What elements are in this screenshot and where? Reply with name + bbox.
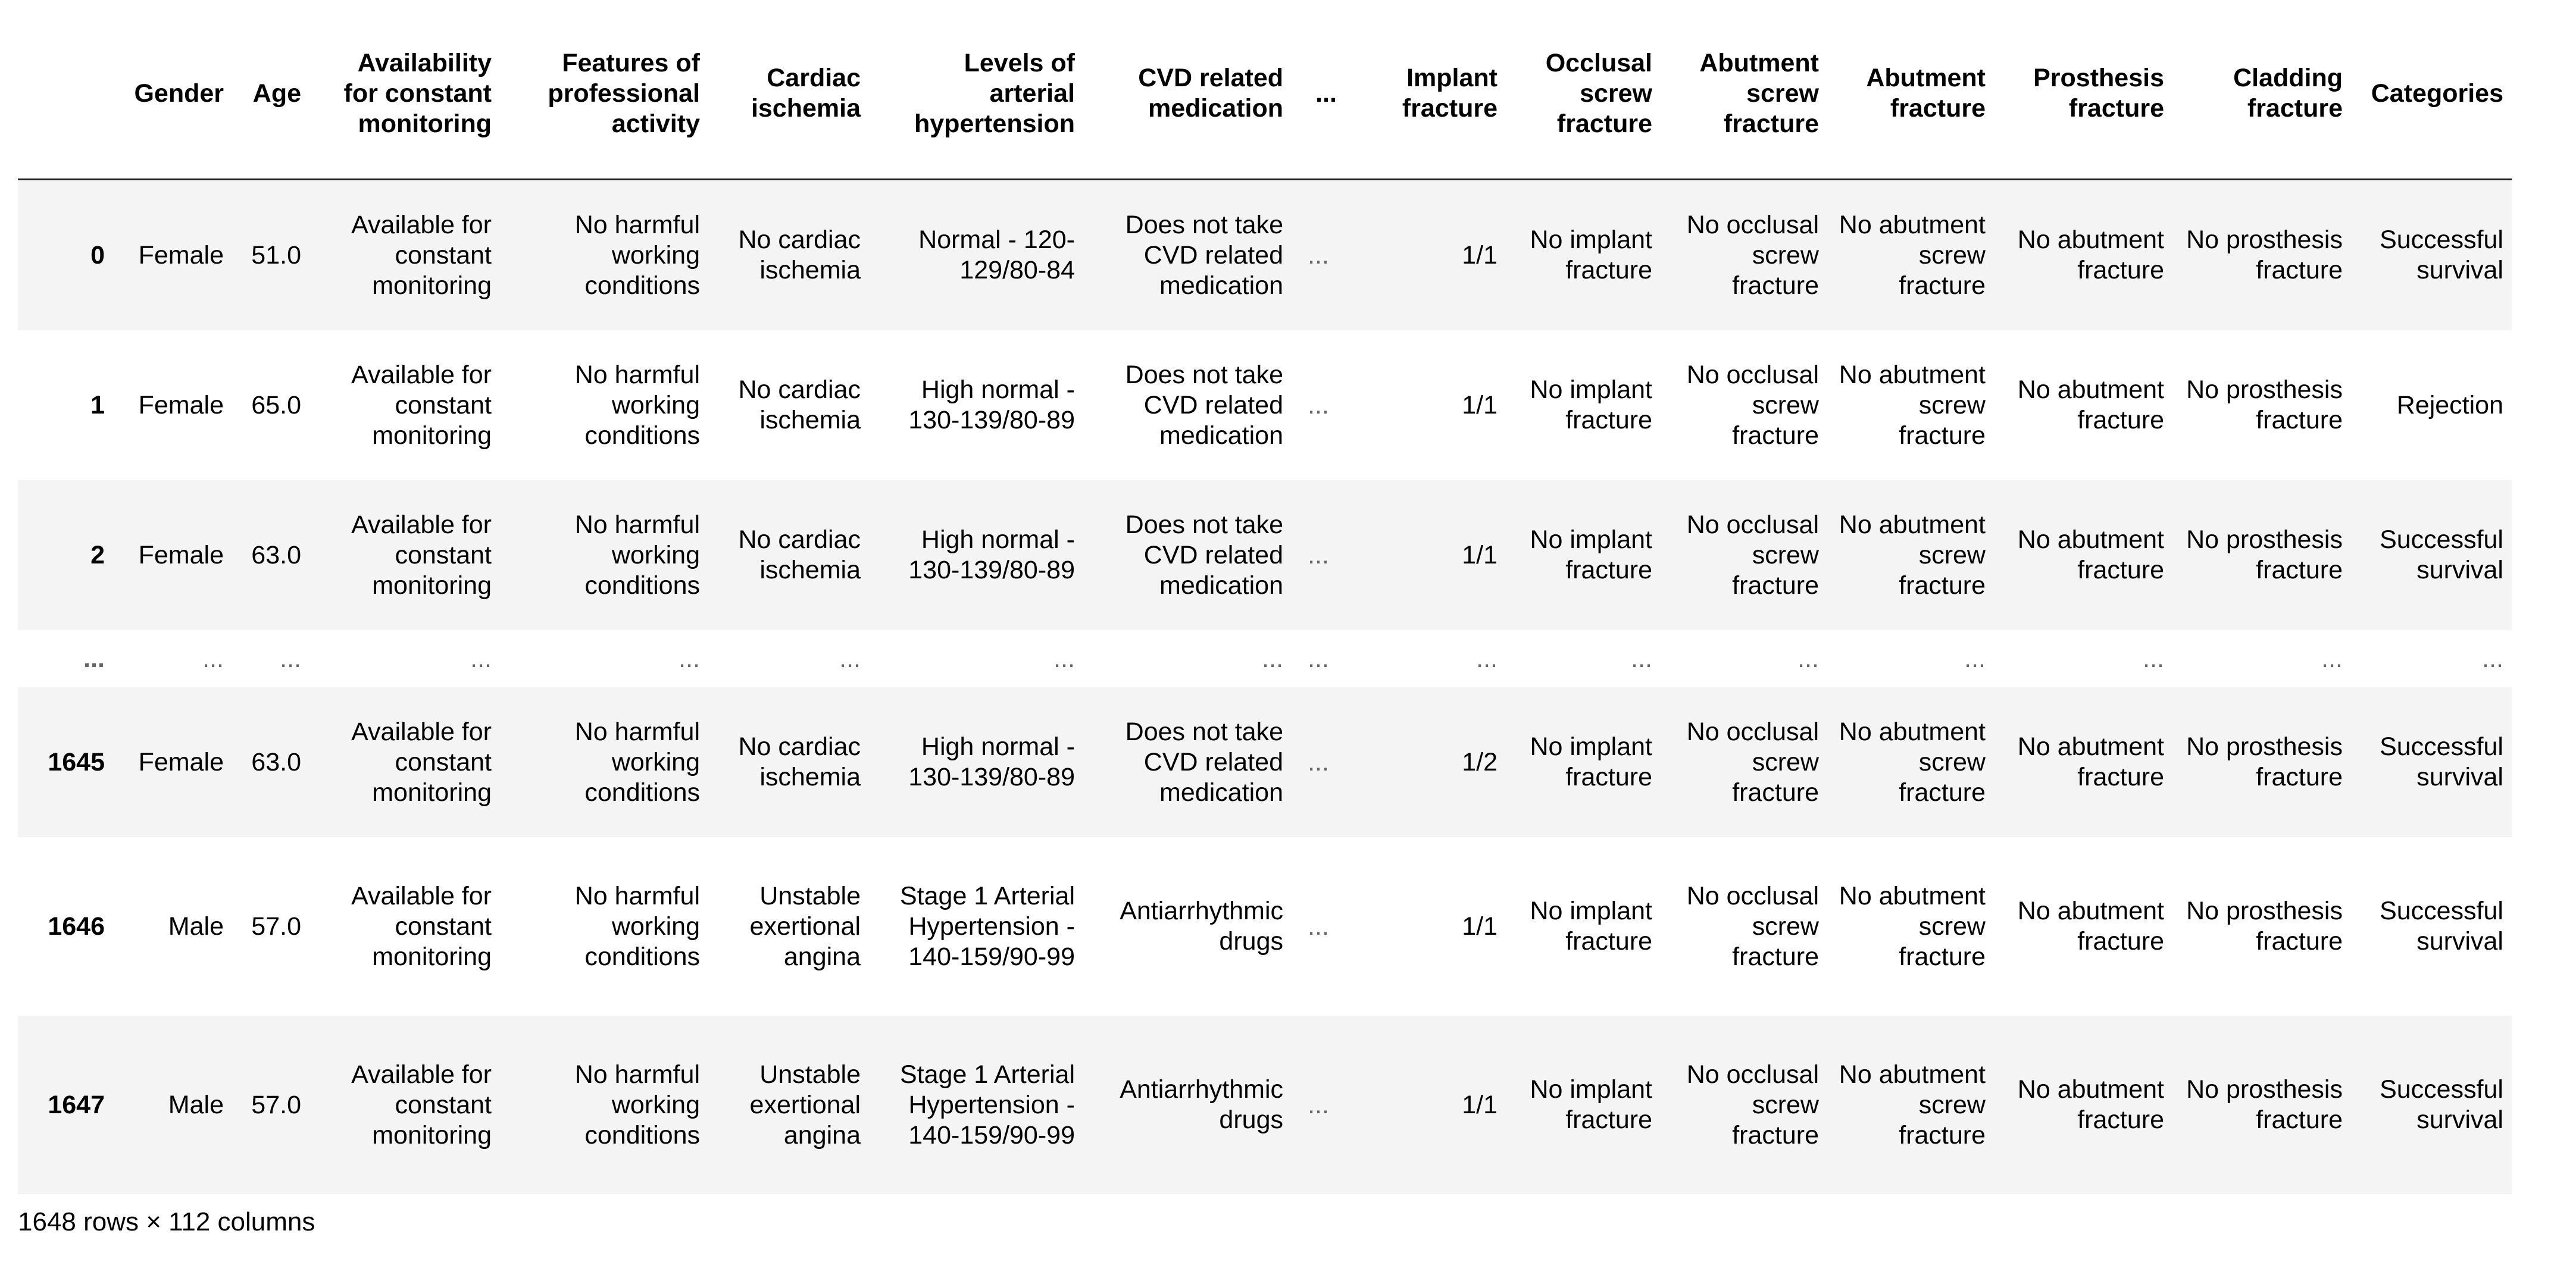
table-cell: ... bbox=[1506, 630, 1661, 687]
table-cell: Does not take CVD related medication bbox=[1083, 330, 1292, 480]
column-header-abutment-fracture: Abutment fracture bbox=[1827, 8, 1994, 180]
table-cell: No harmful working conditions bbox=[500, 180, 708, 331]
table-cell: No cardiac ischemia bbox=[708, 180, 869, 331]
table-cell: No prosthesis fracture bbox=[2172, 330, 2351, 480]
table-cell: No harmful working conditions bbox=[500, 330, 708, 480]
table-cell: No abutment fracture bbox=[1994, 1016, 2172, 1194]
column-header-abutment-screw-fracture: Abutment screw fracture bbox=[1661, 8, 1827, 180]
table-cell-ellipsis: ... bbox=[1292, 180, 1345, 331]
table-row bbox=[18, 687, 2512, 837]
table-cell: 57.0 bbox=[232, 837, 310, 1016]
table-cell: No occlusal screw fracture bbox=[1661, 330, 1827, 480]
table-cell: Successful survival bbox=[2351, 1016, 2512, 1194]
table-cell: ... bbox=[1083, 630, 1292, 687]
table-cell-ellipsis: ... bbox=[1292, 330, 1345, 480]
table-cell: No abutment screw fracture bbox=[1827, 330, 1994, 480]
table-cell: No abutment screw fracture bbox=[1827, 1016, 1994, 1194]
table-cell: Female bbox=[113, 480, 232, 630]
table-cell: Rejection bbox=[2351, 330, 2512, 480]
table-cell-ellipsis: ... bbox=[1292, 630, 1345, 687]
table-cell: ... bbox=[1994, 630, 2172, 687]
table-cell: No implant fracture bbox=[1506, 1016, 1661, 1194]
row-index: 1 bbox=[18, 330, 113, 480]
table-cell: Successful survival bbox=[2351, 687, 2512, 837]
table-cell: No abutment fracture bbox=[1994, 180, 2172, 331]
column-header-occlusal-screw-fracture: Occlusal screw fracture bbox=[1506, 8, 1661, 180]
table-cell: Male bbox=[113, 1016, 232, 1194]
column-header-index bbox=[18, 8, 113, 180]
table-shape-caption: 1648 rows × 112 columns bbox=[18, 1207, 315, 1236]
column-header-cladding-fracture: Cladding fracture bbox=[2172, 8, 2351, 180]
table-cell: No abutment screw fracture bbox=[1827, 480, 1994, 630]
table-cell: No implant fracture bbox=[1506, 480, 1661, 630]
table-cell: 65.0 bbox=[232, 330, 310, 480]
table-cell: ... bbox=[500, 630, 708, 687]
table-cell: ... bbox=[310, 630, 500, 687]
column-header-professional-activity: Features of professional activity bbox=[500, 8, 708, 180]
table-cell: 1/2 bbox=[1345, 687, 1506, 837]
table-cell: Stage 1 Arterial Hypertension - 140-159/90-99 bbox=[869, 837, 1083, 1016]
table-cell: No implant fracture bbox=[1506, 330, 1661, 480]
table-cell: 1/1 bbox=[1345, 180, 1506, 331]
table-cell: No occlusal screw fracture bbox=[1661, 180, 1827, 331]
header-row bbox=[18, 8, 2512, 180]
table-cell: ... bbox=[2172, 630, 2351, 687]
table-cell: No cardiac ischemia bbox=[708, 687, 869, 837]
table-cell: No cardiac ischemia bbox=[708, 480, 869, 630]
column-header-hypertension: Levels of arterial hypertension bbox=[869, 8, 1083, 180]
table-cell: No implant fracture bbox=[1506, 837, 1661, 1016]
table-cell: 1/1 bbox=[1345, 480, 1506, 630]
table-row bbox=[18, 480, 2512, 630]
table-cell: 1/1 bbox=[1345, 837, 1506, 1016]
table-cell: Available for constant monitoring bbox=[310, 687, 500, 837]
table-cell: 1/1 bbox=[1345, 330, 1506, 480]
table-cell-ellipsis: ... bbox=[1292, 687, 1345, 837]
table-cell: ... bbox=[708, 630, 869, 687]
column-header-availability: Availability for constant monitoring bbox=[310, 8, 500, 180]
table-cell: Successful survival bbox=[2351, 180, 2512, 331]
table-cell: Female bbox=[113, 180, 232, 331]
column-header-categories: Categories bbox=[2351, 8, 2512, 180]
table-cell: No abutment fracture bbox=[1994, 330, 2172, 480]
column-header-gender: Gender bbox=[113, 8, 232, 180]
table-cell: No prosthesis fracture bbox=[2172, 837, 2351, 1016]
column-header-cardiac-ischemia: Cardiac ischemia bbox=[708, 8, 869, 180]
table-cell: ... bbox=[1827, 630, 1994, 687]
table-cell: Does not take CVD related medication bbox=[1083, 180, 1292, 331]
table-cell: High normal - 130-139/80-89 bbox=[869, 480, 1083, 630]
table-cell: No prosthesis fracture bbox=[2172, 180, 2351, 331]
table-cell-ellipsis: ... bbox=[1292, 1016, 1345, 1194]
table-cell: ... bbox=[2351, 630, 2512, 687]
table-cell: Successful survival bbox=[2351, 837, 2512, 1016]
row-index: 0 bbox=[18, 180, 113, 331]
table-cell: Female bbox=[113, 330, 232, 480]
column-header-ellipsis: ... bbox=[1292, 8, 1345, 180]
table-cell: Stage 1 Arterial Hypertension - 140-159/90-99 bbox=[869, 1016, 1083, 1194]
table-cell: Does not take CVD related medication bbox=[1083, 687, 1292, 837]
table-cell: Available for constant monitoring bbox=[310, 180, 500, 331]
table-cell-ellipsis: ... bbox=[1292, 837, 1345, 1016]
row-index: 2 bbox=[18, 480, 113, 630]
table-row bbox=[18, 330, 2512, 480]
table-cell: No occlusal screw fracture bbox=[1661, 480, 1827, 630]
table-cell: No occlusal screw fracture bbox=[1661, 1016, 1827, 1194]
table-cell: Antiarrhythmic drugs bbox=[1083, 837, 1292, 1016]
table-cell: No harmful working conditions bbox=[500, 837, 708, 1016]
row-index: 1647 bbox=[18, 1016, 113, 1194]
table-cell: Available for constant monitoring bbox=[310, 1016, 500, 1194]
table-cell: 63.0 bbox=[232, 480, 310, 630]
table-cell: No abutment fracture bbox=[1994, 837, 2172, 1016]
table-cell: No prosthesis fracture bbox=[2172, 480, 2351, 630]
table-cell: No occlusal screw fracture bbox=[1661, 837, 1827, 1016]
table-cell: Unstable exertional angina bbox=[708, 1016, 869, 1194]
table-cell: No prosthesis fracture bbox=[2172, 1016, 2351, 1194]
table-cell: Male bbox=[113, 837, 232, 1016]
row-index: 1646 bbox=[18, 837, 113, 1016]
table-cell: No harmful working conditions bbox=[500, 480, 708, 630]
table-cell-ellipsis: ... bbox=[1292, 480, 1345, 630]
column-header-age: Age bbox=[232, 8, 310, 180]
table-cell: No abutment screw fracture bbox=[1827, 837, 1994, 1016]
table-cell: ... bbox=[1661, 630, 1827, 687]
column-header-implant-fracture: Implant fracture bbox=[1345, 8, 1506, 180]
table-cell: High normal - 130-139/80-89 bbox=[869, 330, 1083, 480]
table-cell: ... bbox=[232, 630, 310, 687]
table-cell: Normal - 120-129/80-84 bbox=[869, 180, 1083, 331]
table-cell: Successful survival bbox=[2351, 480, 2512, 630]
table-cell: Female bbox=[113, 687, 232, 837]
table-cell: No implant fracture bbox=[1506, 180, 1661, 331]
table-cell: High normal - 130-139/80-89 bbox=[869, 687, 1083, 837]
table-cell: 63.0 bbox=[232, 687, 310, 837]
row-index: 1645 bbox=[18, 687, 113, 837]
table-cell: No abutment fracture bbox=[1994, 687, 2172, 837]
table-cell: 1/1 bbox=[1345, 1016, 1506, 1194]
table-cell: No harmful working conditions bbox=[500, 687, 708, 837]
table-row bbox=[18, 180, 2512, 331]
column-header-prosthesis-fracture: Prosthesis fracture bbox=[1994, 8, 2172, 180]
table-cell: No abutment screw fracture bbox=[1827, 687, 1994, 837]
dataframe-table bbox=[18, 8, 2512, 1194]
table-cell: ... bbox=[113, 630, 232, 687]
table-cell: ... bbox=[1345, 630, 1506, 687]
table-cell: ... bbox=[869, 630, 1083, 687]
table-row bbox=[18, 837, 2512, 1016]
table-cell: No occlusal screw fracture bbox=[1661, 687, 1827, 837]
table-cell: Unstable exertional angina bbox=[708, 837, 869, 1016]
table-cell: No abutment screw fracture bbox=[1827, 180, 1994, 331]
table-row-ellipsis bbox=[18, 630, 2512, 687]
table-cell: Does not take CVD related medication bbox=[1083, 480, 1292, 630]
table-row bbox=[18, 1016, 2512, 1194]
table-cell: 57.0 bbox=[232, 1016, 310, 1194]
table-cell: No cardiac ischemia bbox=[708, 330, 869, 480]
column-header-cvd-medication: CVD related medication bbox=[1083, 8, 1292, 180]
table-cell: Available for constant monitoring bbox=[310, 837, 500, 1016]
table-cell: Available for constant monitoring bbox=[310, 480, 500, 630]
table-cell: Antiarrhythmic drugs bbox=[1083, 1016, 1292, 1194]
row-index: ... bbox=[18, 630, 113, 687]
table-cell: No harmful working conditions bbox=[500, 1016, 708, 1194]
table-cell: 51.0 bbox=[232, 180, 310, 331]
table-cell: No abutment fracture bbox=[1994, 480, 2172, 630]
table-cell: No prosthesis fracture bbox=[2172, 687, 2351, 837]
table-cell: Available for constant monitoring bbox=[310, 330, 500, 480]
table-cell: No implant fracture bbox=[1506, 687, 1661, 837]
